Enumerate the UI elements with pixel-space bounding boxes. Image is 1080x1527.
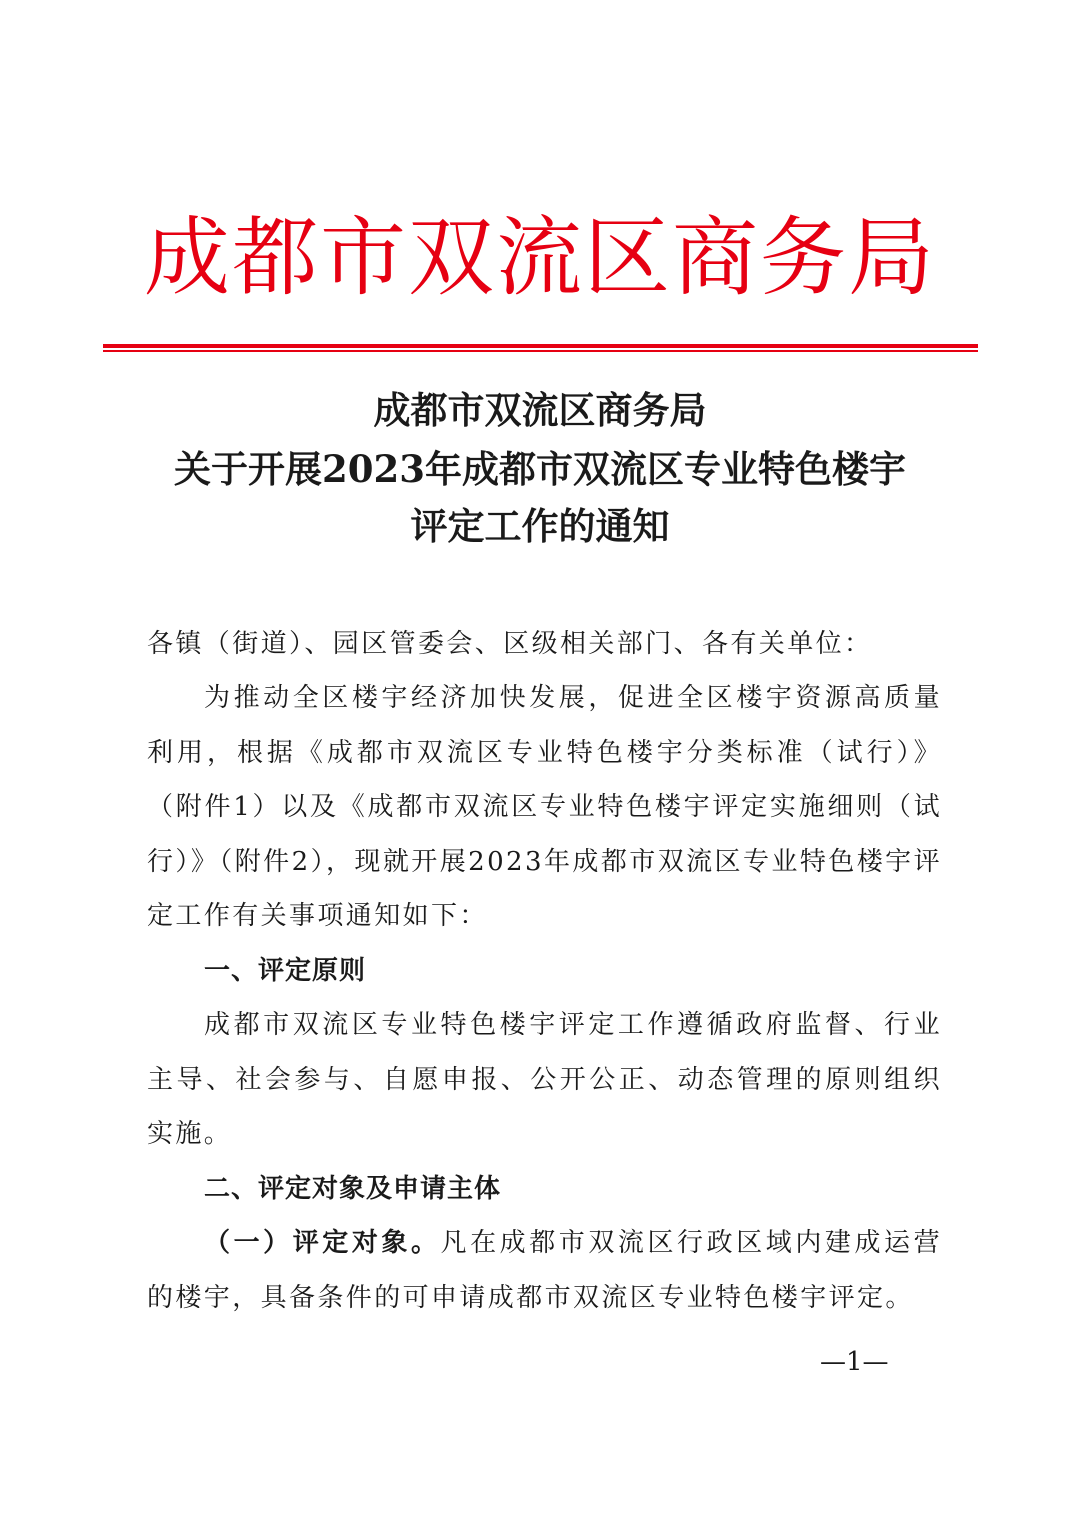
- letterhead-title: 成都市双流区商务局: [144, 208, 936, 308]
- document-title-line-2: 关于开展2023年成都市双流区专业特色楼宇: [174, 447, 906, 491]
- document-title-line-3: 评定工作的通知: [410, 504, 670, 548]
- section-1-body: 成都市双流区专业特色楼宇评定工作遵循政府监督、行业主导、社会参与、自愿申报、公开公正、动态管理的原则组织实施。: [147, 1010, 942, 1149]
- red-divider-thin: [103, 350, 978, 352]
- section-2-heading: 二、评定对象及申请主体: [204, 1174, 502, 1204]
- page-number: —1—: [820, 1347, 889, 1377]
- intro-paragraph: 为推动全区楼宇经济加快发展，促进全区楼宇资源高质量利用，根据《成都市双流区专业特色楼宇分类标准（试行）》（附件1）以及《成都市双流区专业特色楼宇评定实施细则（试行）》（附件2），现就开展2023年成都市双流区专业特色楼宇评定工作有关事项通知如下：: [147, 683, 942, 931]
- section-2-item-1-body: 凡在成都市双流区行政区域内建成运营的楼宇，具备条件的可申请成都市双流区专业特色楼宇评定。: [147, 1228, 942, 1313]
- document-title-line-1: 成都市双流区商务局: [373, 388, 707, 432]
- addressee: 各镇（街道）、园区管委会、区级相关部门、各有关单位：: [147, 629, 873, 659]
- section-1-heading: 一、评定原则: [204, 956, 367, 986]
- section-2-item-1: [147, 1216, 942, 1325]
- section-2-item-1-label: （一）评定对象。: [204, 1228, 441, 1258]
- red-divider-thick: [103, 344, 978, 348]
